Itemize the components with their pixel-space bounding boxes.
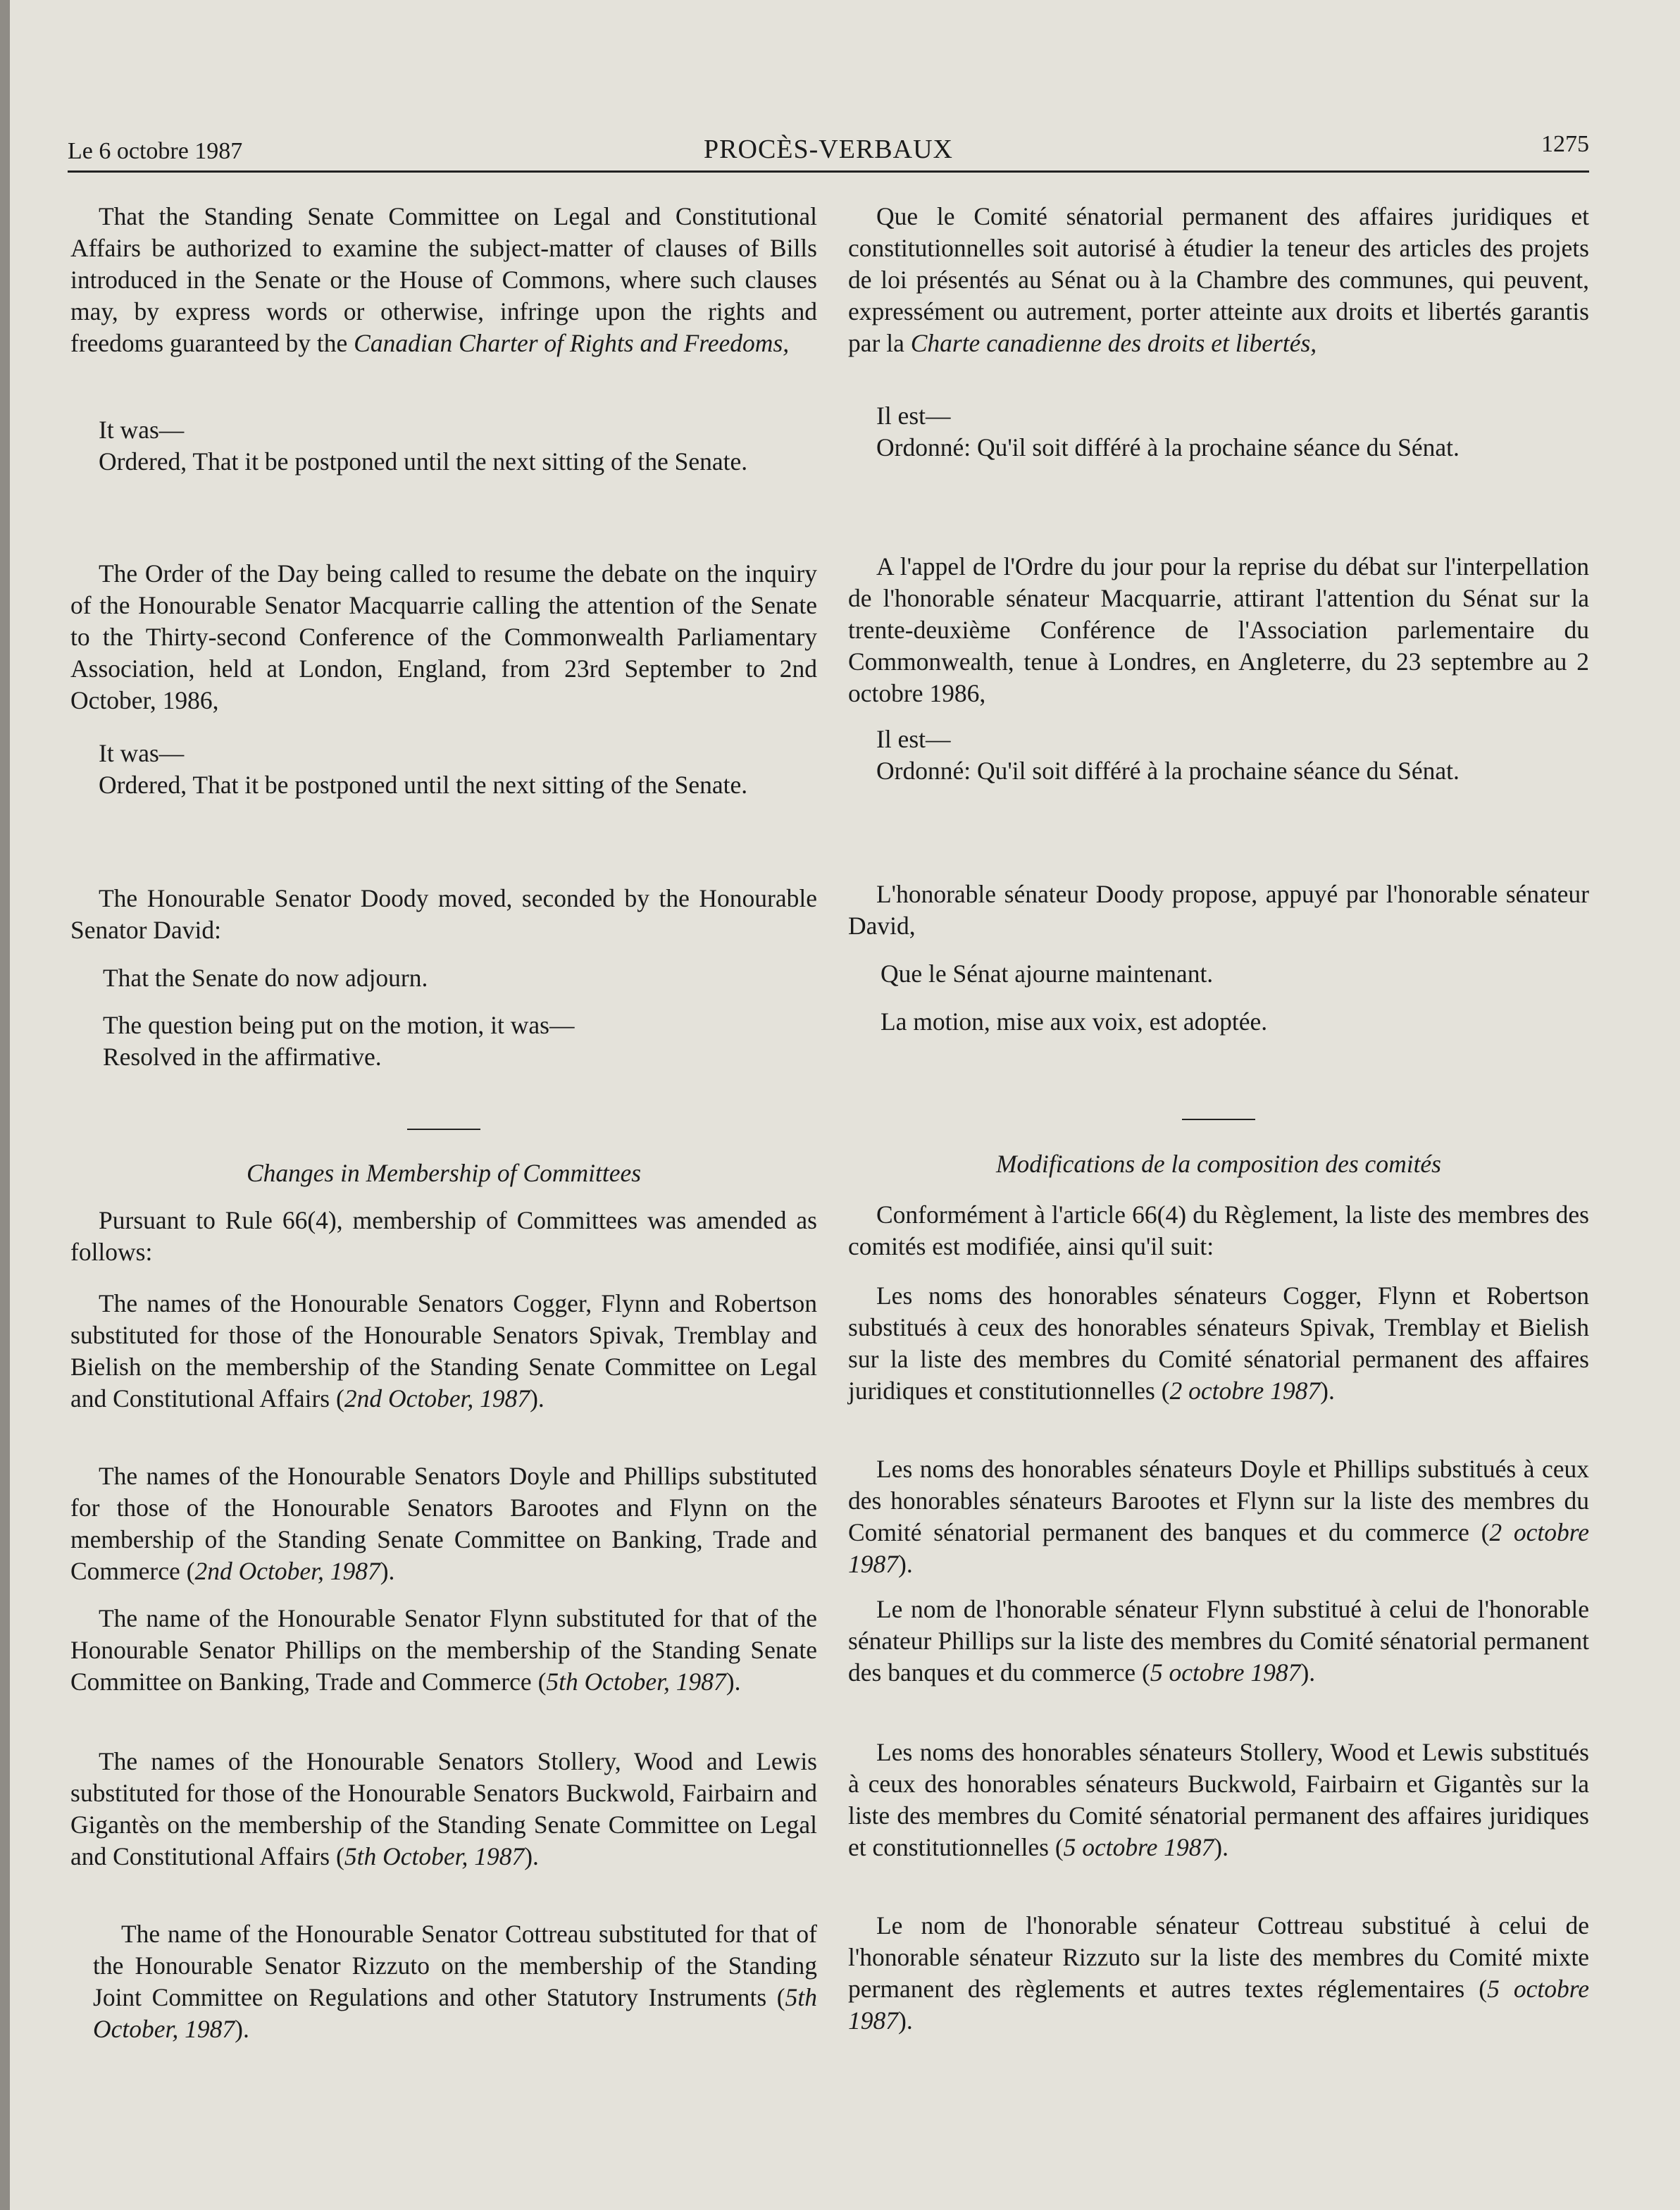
header-rule <box>68 170 1589 173</box>
en-resolved: Resolved in the affirmative. <box>103 1043 382 1071</box>
fr-change-1: Les noms des honorables sénateurs Cogger, Flynn et Robertson substitués à ceux des honorables sénateurs Spivak, Tremblay et Bielish sur la liste des membres du Comité sénatorial permanent des affaires juridiques et constitutionnelles (2 octobre 1987). <box>848 1281 1589 1405</box>
en-p2: The Order of the Day being called to resume the debate on the inquiry of the Honourable Senator Macquarrie calling the attention of the Senate to the Thirty-second Conference of the Commonwealth Parliamentary Association, held at London, England, from 23rd September to 2nd October, 1986, <box>70 559 817 714</box>
en-pursuant: Pursuant to Rule 66(4), membership of Committees was amended as follows: <box>70 1206 817 1266</box>
fr-change-4: Les noms des honorables sénateurs Stollery, Wood et Lewis substitués à ceux des honorables sénateurs Buckwold, Fairbairn et Gigantès sur la liste des membres du Comité sénatorial permanent des affaires juridiques et constitutionnelles (5 octobre 1987). <box>848 1738 1589 1861</box>
page-number: 1275 <box>1541 131 1589 157</box>
header-date: Le 6 octobre 1987 <box>68 138 243 164</box>
fr-adjournment <box>848 879 1589 1038</box>
fr-ordonne-2: Ordonné: Qu'il soit différé à la prochaine séance du Sénat. <box>876 757 1460 785</box>
fr-p1-italic: Charte canadienne des droits et libertés, <box>910 329 1317 357</box>
en-adjournment <box>70 883 817 1073</box>
fr-change-3: Le nom de l'honorable sénateur Flynn substitué à celui de l'honorable sénateur Phillips sur la liste des membres du Comité sénatorial permanent des banques et du commerce (5 octobre 1987). <box>848 1595 1589 1687</box>
en-ordered-2: Ordered, That it be postponed until the next sitting of the Senate. <box>99 771 748 799</box>
en-change-3: The name of the Honourable Senator Flynn substituted for that of the Honourable Senator Phillips on the membership of the Standing Senate Committee on Banking, Trade and Commerce (5th October, 1987). <box>70 1604 817 1696</box>
fr-conformement: Conformément à l'article 66(4) du Règlement, la liste des membres des comités est modifiée, ainsi qu'il suit: <box>848 1200 1589 1260</box>
fr-il-est-2: Il est— <box>876 725 951 753</box>
en-separator <box>70 1129 817 1130</box>
fr-p2: A l'appel de l'Ordre du jour pour la reprise du débat sur l'interpellation de l'honorable sénateur Macquarrie, attirant l'attention du Sénat sur la trente-deuxième Conférence de l'Association parlementaire du Commonwealth, tenue à Londres, en Angleterre, du 23 septembre au 2 octobre 1986, <box>848 552 1589 707</box>
fr-heading: Modifications de la composition des comités <box>995 1150 1441 1178</box>
en-adjourn: That the Senate do now adjourn. <box>103 964 428 992</box>
page-header <box>68 118 1589 172</box>
fr-charter-motion <box>848 201 1589 359</box>
en-order-of-day <box>70 558 817 716</box>
fr-separator <box>848 1119 1589 1120</box>
fr-ordonne-1: Ordonné: Qu'il soit différé à la prochaine séance du Sénat. <box>876 433 1460 461</box>
en-change-1: The names of the Honourable Senators Cogger, Flynn and Robertson substituted for those of the Honourable Senators Spivak, Tremblay and Bielish on the membership of the Standing Senate Committee on Legal and Constitutional Affairs (2nd October, 1987). <box>70 1289 817 1413</box>
en-p1: That the Standing Senate Committee on Legal and Constitutional Affairs be authorized to examine the subject-matter of clauses of Bills introduced in the Senate or the House of Commons, where such clauses may, by express words or otherwise, infringe upon the rights and freedoms guaranteed by the <box>70 202 817 357</box>
en-charter-motion <box>70 201 817 359</box>
en-outcome-2 <box>70 738 817 801</box>
page-edge <box>0 0 10 2210</box>
en-p3: The Honourable Senator Doody moved, seconded by the Honourable Senator David: <box>70 884 817 944</box>
en-outcome-1 <box>70 414 817 478</box>
en-change-2: The names of the Honourable Senators Doyle and Phillips substituted for those of the Honourable Senators Barootes and Flynn on the membership of the Standing Senate Committee on Banking, Trade and Commerce (2nd October, 1987). <box>70 1462 817 1585</box>
en-it-was-2: It was— <box>99 739 185 767</box>
en-it-was-1: It was— <box>99 416 185 444</box>
fr-il-est-1: Il est— <box>876 402 951 430</box>
fr-p3: L'honorable sénateur Doody propose, appuyé par l'honorable sénateur David, <box>848 880 1589 940</box>
fr-order-of-day <box>848 551 1589 709</box>
en-change-4: The names of the Honourable Senators Stollery, Wood and Lewis substituted for those of the Honourable Senators Buckwold, Fairbairn and Gigantès on the membership of the Standing Senate Committee on Legal and Constitutional Affairs (5th October, 1987). <box>70 1747 817 1870</box>
fr-outcome-1 <box>848 400 1589 464</box>
en-p1-italic: Canadian Charter of Rights and Freedoms, <box>354 329 790 357</box>
en-heading: Changes in Membership of Committees <box>246 1159 642 1187</box>
fr-p1: Que le Comité sénatorial permanent des affaires juridiques et constitutionnelles soit autorisé à étudier la teneur des articles des projets de loi présentés au Sénat ou à la Chambre des communes, qui peuvent, expressément ou autrement, porter atteinte aux droits et libertés garantis par la <box>848 202 1589 357</box>
header-title: PROCÈS-VERBAUX <box>704 135 953 164</box>
fr-change-2: Les noms des honorables sénateurs Doyle et Phillips substitués à ceux des honorables sénateurs Barootes et Flynn sur la liste des membres du Comité sénatorial permanent des banques et du commerce (2 octobre 1987). <box>848 1455 1590 1578</box>
fr-outcome-2 <box>848 724 1589 787</box>
en-ordered-1: Ordered, That it be postponed until the next sitting of the Senate. <box>99 447 748 476</box>
en-change-5: The name of the Honourable Senator Cottreau substituted for that of the Honourable Senator Rizzuto on the membership of the Standing Joint Committee on Regulations and other Statutory Instruments (5th October, 1987). <box>93 1920 817 2043</box>
en-question: The question being put on the motion, it was— <box>103 1011 575 1039</box>
fr-motion: La motion, mise aux voix, est adoptée. <box>881 1007 1268 1036</box>
fr-change-5: Le nom de l'honorable sénateur Cottreau substitué à celui de l'honorable sénateur Rizzuto sur la liste des membres du Comité mixte permanent des règlements et autres textes réglementaires (5 octobre 1987). <box>848 1911 1589 2035</box>
fr-adjourn: Que le Sénat ajourne maintenant. <box>881 960 1214 988</box>
